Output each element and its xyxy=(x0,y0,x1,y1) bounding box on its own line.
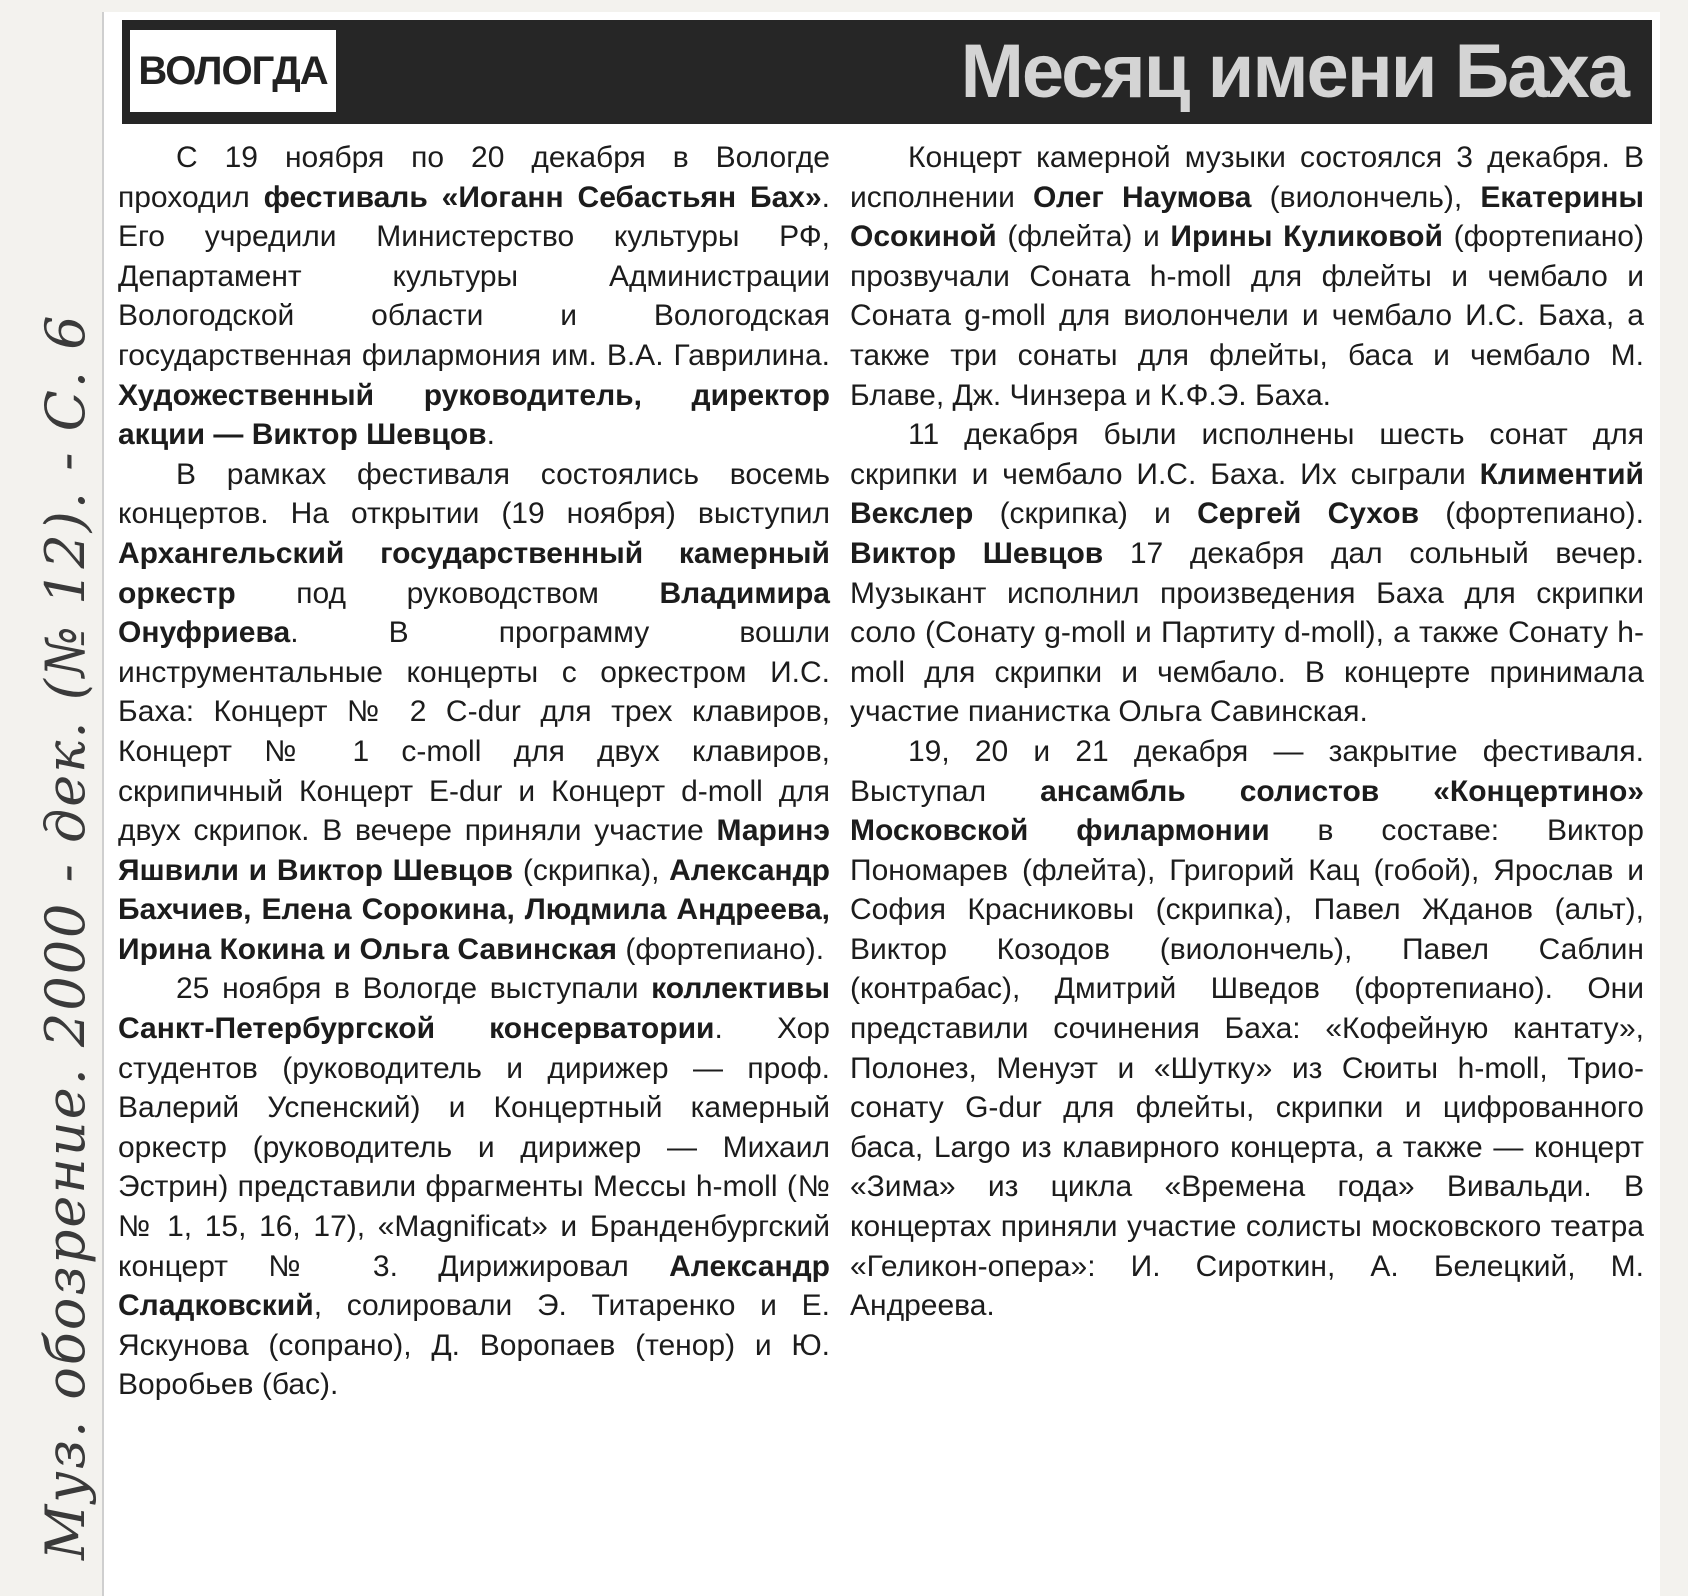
bold-text: Олег Наумова xyxy=(1033,180,1252,214)
bold-text: фестиваль «Иоганн Себастьян Бах» xyxy=(263,180,822,214)
text-run: 25 ноября в Вологде выступали xyxy=(176,972,652,1006)
bold-text: Художественный руководитель, директор акции — Виктор Шевцов xyxy=(118,378,830,452)
paragraph xyxy=(118,969,830,1405)
paragraph xyxy=(850,732,1644,1326)
text-run: 19, 20 и 21 декабря — закрытие фестиваля. Выступал xyxy=(850,734,1644,808)
right-column xyxy=(850,138,1644,1326)
bold-text: ансамбль солистов «Концертино» Московской филармонии xyxy=(850,774,1644,848)
bold-text: Климентий Векслер xyxy=(850,457,1644,531)
text-run: . Его учредили Министерство культуры РФ, Департамент культуры Администрации Вологодской области и Вологодская государственная филармония им. В.А. Гаврилина. xyxy=(118,180,830,372)
text-run: Концерт камерной музыки состоялся 3 декабря. В исполнении xyxy=(850,141,1644,214)
bold-text: Маринэ Яшвили и Виктор Шевцов xyxy=(118,814,830,887)
bold-text: Владимира Онуфриева xyxy=(118,576,830,650)
newspaper-clipping xyxy=(102,12,1660,1596)
bold-text: Ирины Куликовой xyxy=(1170,220,1443,254)
text-run: . Хор студентов (руководитель и дирижер — проф. Валерий Успенский) и Концертный камерный оркестр (руководитель и дирижер — Михаил Эстрин) представили фрагменты Мессы h-moll (№№ 1, 15, 16, 17), «Magnificat» и Бранденбургский концерт № 3. Дирижировал xyxy=(118,1012,830,1283)
bold-text: Архангельский государственный камерный оркестр xyxy=(118,536,830,610)
text-run: С 19 ноября по 20 декабря в Вологде проходил xyxy=(118,141,830,214)
text-run: В рамках фестиваля состоялись восемь концертов. На открытии (19 ноября) выступил xyxy=(118,457,830,531)
text-run: (фортепиано) прозвучали Соната h-moll для флейты и чембало и Соната g-moll для виолончели и чембало И.С. Баха, а также три сонаты для флейты, баса и чембало М. Блаве, Дж. Чинзера и К.Ф.Э. Баха. xyxy=(850,220,1644,412)
bold-text: коллективы Санкт-Петербургской консерватории xyxy=(118,972,830,1046)
text-run: . В программу вошли инструментальные концерты с оркестром И.С. Баха: Концерт № 2 C-dur для трех клавиров, Концерт № 1 c-moll для двух клавиров, скрипичный Концерт E-dur и Концерт d-moll для двух скрипок. В вечере приняли участие xyxy=(118,616,830,848)
text-run: , солировали Э. Титаренко и Е. Яскунова (сопрано), Д. Воропаев (тенор) и Ю. Воробьев (бас). xyxy=(118,1289,830,1402)
text-run: 17 декабря дал сольный вечер. Музыкант исполнил произведения Баха для скрипки соло (Сонату g-moll и Партиту d-moll), а также Сонату h-moll для скрипки и чембало. В концерте принимала участие пианистка Ольга Савинская. xyxy=(850,536,1644,729)
bold-text: Екатерины Осокиной xyxy=(850,180,1645,254)
paragraph xyxy=(850,415,1644,732)
text-run: (скрипка), xyxy=(513,853,670,887)
article-header xyxy=(122,20,1652,124)
left-column xyxy=(118,138,830,1405)
bold-text: Сергей Сухов xyxy=(1197,497,1420,531)
paragraph xyxy=(118,455,830,970)
text-run: (флейта) и xyxy=(996,220,1171,254)
city-label: ВОЛОГДА xyxy=(128,28,338,114)
paragraph xyxy=(850,138,1644,415)
text-run: (виолончель), xyxy=(1251,180,1481,214)
text-run: . xyxy=(486,418,495,452)
handwritten-margin-note: Муз. обозрение. 2000 - дек. (№ 12). - С. 6 xyxy=(34,313,97,1560)
text-run: 11 декабря были исполнены шесть сонат для скрипки и чембало И.С. Баха. Их сыграли xyxy=(850,418,1644,491)
paragraph xyxy=(118,138,830,455)
text-run: (фортепиано). xyxy=(617,932,825,966)
text-run: под руководством xyxy=(235,576,660,610)
text-run: в составе: Виктор Пономарев (флейта), Григорий Кац (гобой), Ярослав и София Красниковы (скрипка), Павел Жданов (альт), Виктор Козодов (виолончель), Павел Саблин (контрабас), Дмитрий Шведов (фортепиано). Они представили сочинения Баха: «Кофейную кантату», Полонез, Менуэт и «Шутку» из Сюиты h-moll, Трио-сонату G-dur для флейты, скрипки и цифрованного баса, Largo из клавирного концерта, а также — концерт «Зима» из цикла «Времена года» Вивальди. В концертах приняли участие солисты московского театра «Геликон-опера»: И. Сироткин, А. Белецкий, М. Андреева. xyxy=(850,814,1644,1323)
text-run: (скрипка) и xyxy=(973,497,1198,531)
text-run: (фортепиано). xyxy=(1419,497,1644,531)
bold-text: Александр Бахчиев, Елена Сорокина, Людмила Андреева, Ирина Кокина и Ольга Савинская xyxy=(118,853,830,966)
bold-text: Виктор Шевцов xyxy=(850,536,1104,570)
article-title: Месяц имени Баха xyxy=(960,29,1628,114)
bold-text: Александр Сладковский xyxy=(118,1249,830,1323)
